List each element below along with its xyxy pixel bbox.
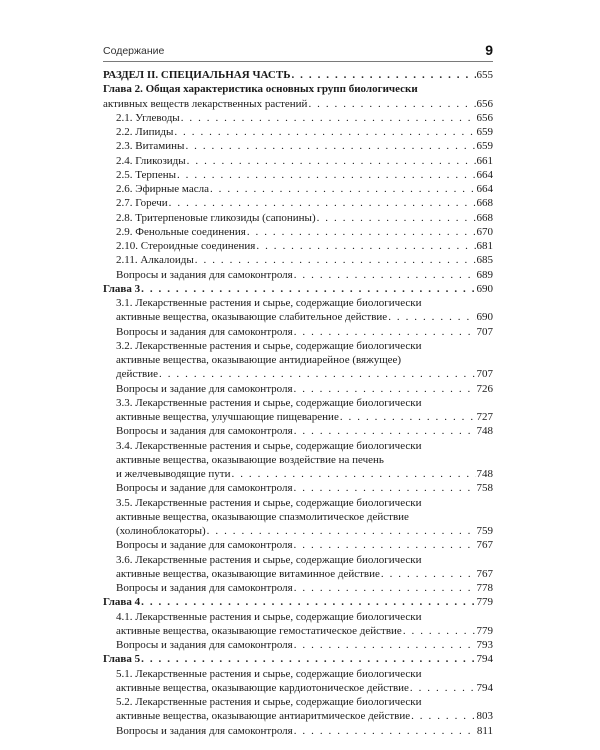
toc-leader-dots bbox=[207, 524, 476, 538]
toc-entry-text: 2.4. Гликозиды bbox=[116, 154, 186, 167]
toc-entry-text: и желчевыводящие пути bbox=[116, 468, 231, 480]
toc-entry-text: активные вещества, оказывающие слабительное действие bbox=[116, 311, 388, 324]
toc-entry-text: 2.3. Витамины bbox=[116, 140, 185, 153]
toc-leader-dots bbox=[294, 538, 476, 552]
toc-entry-page: 659 bbox=[476, 126, 493, 138]
toc-subentry bbox=[103, 239, 493, 253]
toc-entry-text: 2.6. Эфирные масла bbox=[116, 183, 209, 195]
toc-entry-page: 656 bbox=[476, 97, 493, 110]
toc-entry-page: 758 bbox=[476, 482, 493, 495]
toc-entry-text: 2.9. Фенольные соединения bbox=[116, 225, 246, 238]
toc-entry-text: 2.5. Терпены bbox=[116, 168, 176, 181]
toc-entry-text: Вопросы и задание для самоконтроля bbox=[116, 482, 293, 495]
toc-entry-text: 3.2. Лекарственные растения и сырье, содержащие биологически bbox=[116, 339, 422, 352]
toc-entry-text: Вопросы и задания для самоконтроля bbox=[116, 724, 293, 737]
toc-entry-page: 803 bbox=[476, 710, 493, 723]
toc-subentry-line bbox=[103, 396, 493, 410]
toc-subentry bbox=[103, 225, 493, 239]
toc-subentry-line bbox=[103, 667, 493, 681]
toc-subentry bbox=[103, 624, 493, 638]
toc-entry-text: 2.7. Горечи bbox=[116, 197, 168, 210]
toc-leader-dots bbox=[410, 681, 476, 695]
toc-leader-dots bbox=[403, 624, 476, 638]
toc-leader-dots bbox=[294, 382, 476, 396]
toc-subentry bbox=[103, 268, 493, 282]
toc-leader-dots bbox=[388, 310, 475, 324]
toc-entry-page: 727 bbox=[476, 411, 493, 423]
toc-subentry bbox=[103, 524, 493, 538]
toc-leader-dots bbox=[247, 225, 476, 239]
toc-subentry bbox=[103, 310, 493, 324]
toc-leader-dots bbox=[187, 154, 476, 168]
toc-subentry bbox=[103, 168, 493, 182]
toc-subentry bbox=[103, 125, 493, 139]
toc-entry-page: 681 bbox=[476, 240, 493, 252]
toc-subentry bbox=[103, 724, 493, 738]
toc-entry-text: Глава 2. Общая характеристика основных групп биологически bbox=[103, 83, 418, 96]
toc-entry-text: 2.10. Стероидные соединения bbox=[116, 240, 256, 252]
toc-entry-page: 689 bbox=[476, 268, 493, 281]
toc-subentry bbox=[103, 325, 493, 339]
header-divider bbox=[103, 61, 493, 62]
toc-entry-page: 707 bbox=[476, 325, 493, 338]
toc-chapter-entry bbox=[103, 97, 493, 111]
toc-subentry-line bbox=[103, 610, 493, 624]
toc-entry-page: 656 bbox=[476, 111, 493, 124]
toc-leader-dots bbox=[141, 652, 475, 666]
toc-leader-dots bbox=[232, 467, 476, 481]
toc-subentry bbox=[103, 424, 493, 438]
toc-subentry bbox=[103, 638, 493, 652]
toc-subentry bbox=[103, 211, 493, 225]
toc-entry-page: 726 bbox=[476, 382, 493, 395]
toc-entry-text: Вопросы и задания для самоконтроля bbox=[116, 268, 293, 281]
toc-leader-dots bbox=[181, 111, 476, 125]
toc-entry-text: 5.2. Лекарственные растения и сырье, содержащие биологически bbox=[116, 696, 422, 708]
toc-subentry bbox=[103, 709, 493, 723]
toc-entry-text: активные вещества, оказывающие гемостатическое действие bbox=[116, 624, 402, 637]
toc-entry-text: активные вещества, оказывающие спазмолитическое действие bbox=[116, 510, 409, 523]
toc-entry-page: 778 bbox=[476, 582, 493, 594]
toc-entry-text: (холиноблокаторы) bbox=[116, 525, 206, 537]
toc-leader-dots bbox=[317, 211, 476, 225]
toc-subentry-line bbox=[103, 439, 493, 453]
toc-entry-page: 690 bbox=[476, 282, 493, 295]
toc-subentry bbox=[103, 567, 493, 581]
toc-entry-page: 685 bbox=[476, 254, 493, 267]
toc-entry-page: 759 bbox=[476, 525, 493, 537]
toc-entry-page: 668 bbox=[476, 197, 493, 210]
toc-leader-dots bbox=[210, 182, 476, 196]
toc-entry-text: 4.1. Лекарственные растения и сырье, содержащие биологически bbox=[116, 610, 422, 623]
toc-leader-dots bbox=[294, 638, 476, 652]
toc-leader-dots bbox=[411, 709, 475, 723]
toc-section-entry bbox=[103, 68, 493, 82]
toc-chapter-entry bbox=[103, 595, 493, 609]
toc-entry-page: 690 bbox=[476, 311, 493, 324]
toc-entry-text: 2.8. Тритерпеновые гликозиды (сапонины) bbox=[116, 211, 316, 224]
toc-entry-text: Глава 3 bbox=[103, 282, 141, 295]
toc-entry-text: активные вещества, оказывающие витаминное действие bbox=[116, 567, 380, 580]
toc-leader-dots bbox=[177, 168, 476, 182]
toc-subentry bbox=[103, 111, 493, 125]
toc-leader-dots bbox=[294, 424, 476, 438]
toc-subentry-line bbox=[103, 695, 493, 709]
toc-subentry bbox=[103, 139, 493, 153]
toc-subentry bbox=[103, 382, 493, 396]
toc-leader-dots bbox=[291, 68, 475, 82]
toc-entry-page: 779 bbox=[476, 624, 493, 637]
table-of-contents bbox=[103, 68, 493, 738]
toc-subentry bbox=[103, 467, 493, 481]
toc-leader-dots bbox=[294, 481, 476, 495]
toc-subentry bbox=[103, 538, 493, 552]
toc-leader-dots bbox=[141, 595, 475, 609]
toc-leader-dots bbox=[159, 367, 475, 381]
toc-subentry bbox=[103, 196, 493, 210]
header-title: Содержание bbox=[103, 45, 165, 57]
toc-leader-dots bbox=[340, 410, 476, 424]
toc-subentry-line bbox=[103, 510, 493, 524]
toc-entry-text: активные вещества, оказывающие антиаритмическое действие bbox=[116, 710, 411, 723]
toc-entry-text: активные вещества, оказывающие антидиарейное (вяжущее) bbox=[116, 354, 402, 366]
toc-entry-page: 779 bbox=[476, 596, 493, 609]
toc-entry-page: 767 bbox=[476, 539, 493, 552]
toc-subentry bbox=[103, 367, 493, 381]
toc-entry-page: 664 bbox=[476, 183, 493, 195]
toc-entry-page: 655 bbox=[476, 69, 493, 81]
toc-entry-text: РАЗДЕЛ II. СПЕЦИАЛЬНАЯ ЧАСТЬ bbox=[103, 69, 291, 81]
toc-leader-dots bbox=[294, 268, 476, 282]
toc-entry-text: Вопросы и задания для самоконтроля bbox=[116, 639, 293, 651]
toc-entry-text: 3.4. Лекарственные растения и сырье, содержащие биологически bbox=[116, 439, 422, 452]
toc-entry-text: 5.1. Лекарственные растения и сырье, содержащие биологически bbox=[116, 667, 422, 680]
toc-entry-page: 748 bbox=[476, 425, 493, 438]
toc-subentry-line bbox=[103, 296, 493, 310]
running-header bbox=[103, 42, 493, 62]
toc-subentry bbox=[103, 581, 493, 595]
toc-entry-page: 811 bbox=[476, 724, 493, 737]
toc-entry-text: активные вещества, оказывающие кардиотоническое действие bbox=[116, 681, 409, 694]
toc-entry-text: 2.2. Липиды bbox=[116, 126, 174, 138]
toc-entry-text: 2.1. Углеводы bbox=[116, 111, 180, 124]
toc-entry-text: 3.6. Лекарственные растения и сырье, содержащие биологически bbox=[116, 553, 422, 566]
toc-entry-page: 794 bbox=[476, 653, 493, 666]
toc-subentry bbox=[103, 481, 493, 495]
toc-entry-text: 3.3. Лекарственные растения и сырье, содержащие биологически bbox=[116, 396, 422, 409]
toc-subentry bbox=[103, 681, 493, 695]
toc-entry-text: активных веществ лекарственных растений bbox=[103, 97, 308, 110]
toc-entry-text: Вопросы и задания для самоконтроля bbox=[116, 582, 293, 594]
toc-entry-page: 707 bbox=[476, 368, 493, 381]
toc-entry-text: 2.11. Алкалоиды bbox=[116, 254, 194, 267]
toc-entry-page: 661 bbox=[476, 154, 493, 167]
toc-leader-dots bbox=[294, 325, 476, 339]
toc-entry-text: Вопросы и задание для самоконтроля bbox=[116, 382, 293, 395]
toc-entry-text: действие bbox=[116, 368, 159, 381]
toc-entry-text: Глава 5 bbox=[103, 653, 141, 666]
toc-leader-dots bbox=[169, 196, 476, 210]
page-number: 9 bbox=[485, 42, 493, 58]
toc-leader-dots bbox=[185, 139, 475, 153]
toc-leader-dots bbox=[294, 581, 476, 595]
toc-entry-page: 793 bbox=[476, 639, 493, 651]
toc-entry-text: активные вещества, оказывающие воздействие на печень bbox=[116, 453, 384, 466]
toc-leader-dots bbox=[294, 724, 476, 738]
toc-subentry-line bbox=[103, 353, 493, 367]
toc-leader-dots bbox=[141, 282, 475, 296]
toc-subentry-line bbox=[103, 453, 493, 467]
toc-entry-page: 668 bbox=[476, 211, 493, 224]
toc-chapter-title bbox=[103, 82, 493, 96]
toc-entry-page: 670 bbox=[476, 225, 493, 238]
toc-entry-page: 664 bbox=[476, 168, 493, 181]
toc-entry-page: 659 bbox=[476, 140, 493, 153]
toc-entry-text: Вопросы и задания для самоконтроля bbox=[116, 325, 293, 338]
toc-chapter-entry bbox=[103, 652, 493, 666]
toc-entry-page: 748 bbox=[476, 468, 493, 480]
toc-leader-dots bbox=[256, 239, 475, 253]
toc-entry-text: 3.1. Лекарственные растения и сырье, содержащие биологически bbox=[116, 297, 422, 309]
toc-subentry-line bbox=[103, 339, 493, 353]
toc-entry-text: Вопросы и задание для самоконтроля bbox=[116, 539, 293, 552]
toc-chapter-entry bbox=[103, 282, 493, 296]
toc-leader-dots bbox=[195, 253, 476, 267]
toc-leader-dots bbox=[308, 97, 475, 111]
toc-entry-page: 767 bbox=[476, 567, 493, 580]
toc-subentry bbox=[103, 154, 493, 168]
toc-subentry-line bbox=[103, 553, 493, 567]
toc-entry-text: 3.5. Лекарственные растения и сырье, содержащие биологически bbox=[116, 496, 422, 509]
toc-entry-text: активные вещества, улучшающие пищеварение bbox=[116, 411, 339, 423]
toc-entry-page: 794 bbox=[476, 681, 493, 694]
toc-subentry bbox=[103, 253, 493, 267]
toc-subentry bbox=[103, 410, 493, 424]
toc-leader-dots bbox=[381, 567, 476, 581]
toc-subentry-line bbox=[103, 496, 493, 510]
toc-entry-text: Вопросы и задания для самоконтроля bbox=[116, 425, 293, 438]
toc-leader-dots bbox=[174, 125, 475, 139]
toc-subentry bbox=[103, 182, 493, 196]
toc-entry-text: Глава 4 bbox=[103, 596, 141, 609]
